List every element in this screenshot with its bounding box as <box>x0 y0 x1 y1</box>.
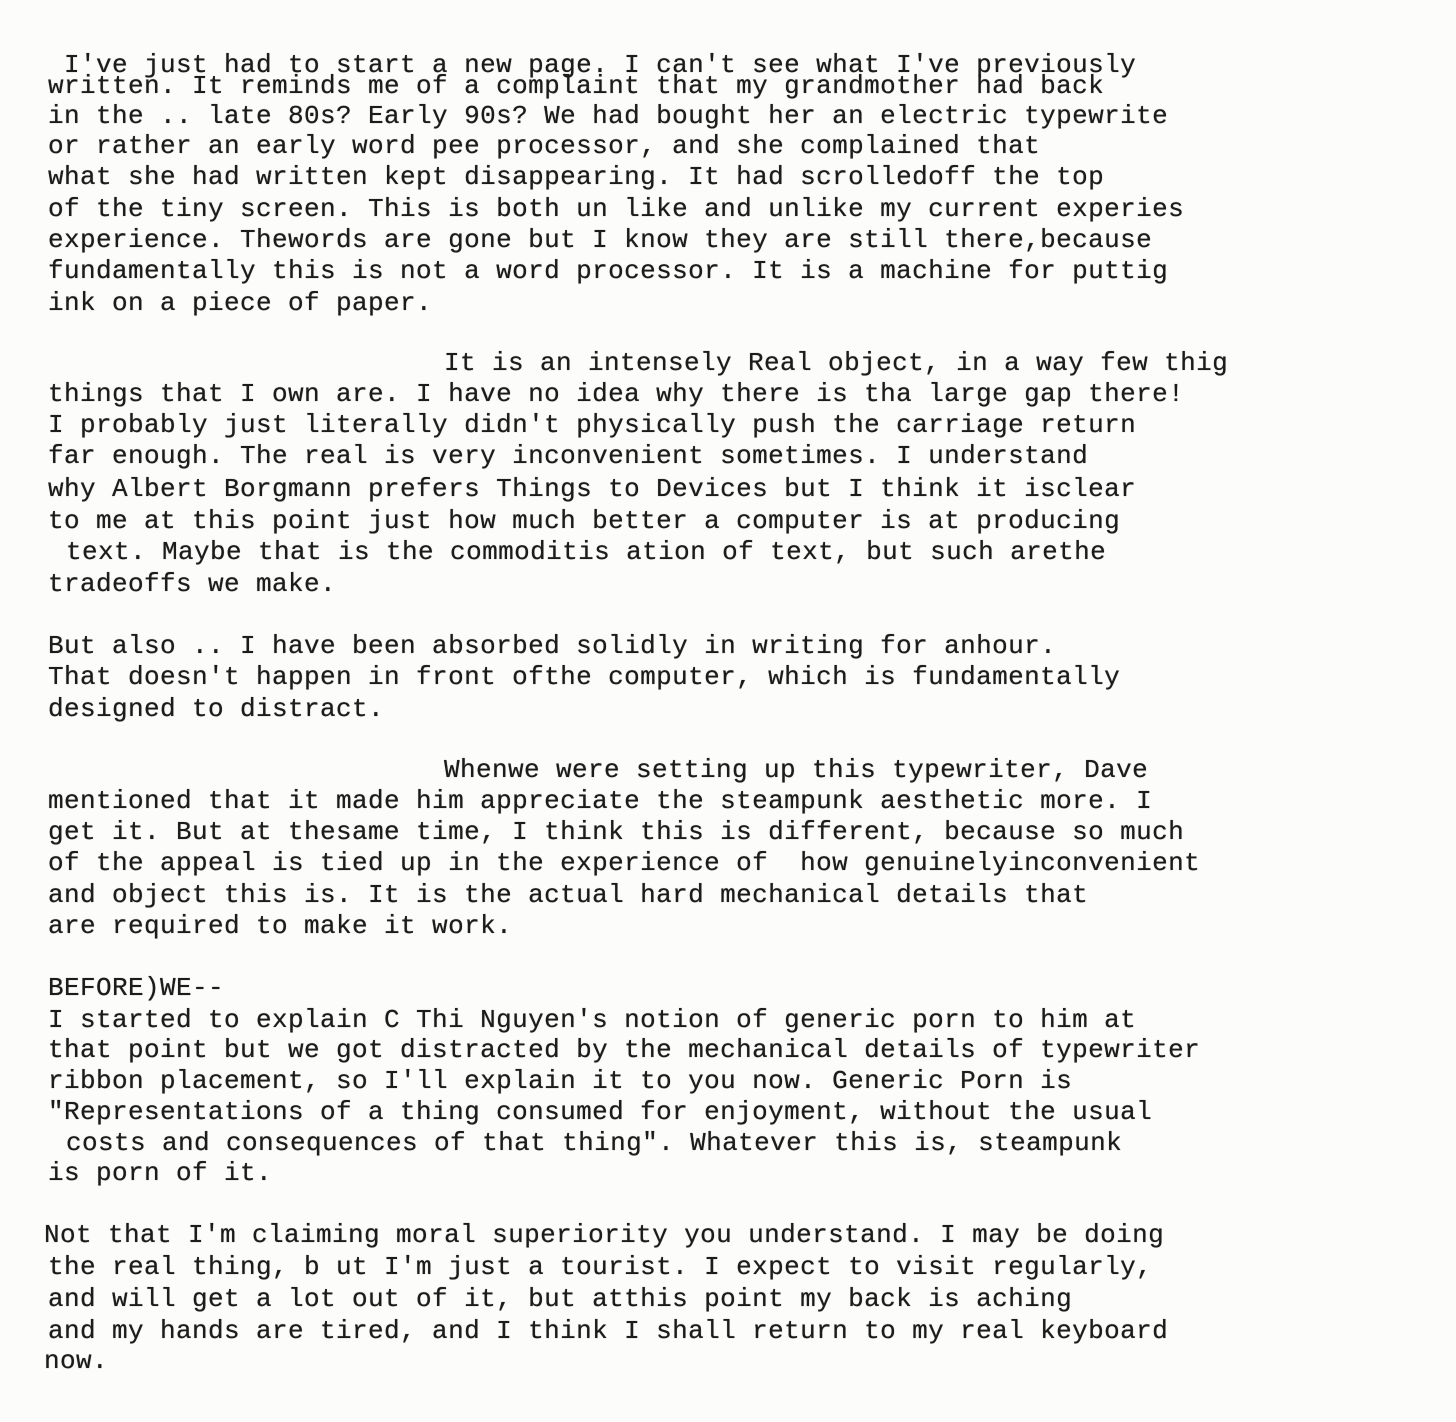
text-line: to me at this point just how much better a computer is at producing <box>48 506 1121 536</box>
text-line: Whenwe were setting up this typewriter, Dave <box>444 755 1149 785</box>
text-line: why Albert Borgmann prefers Things to Devices but I think it isclear <box>48 474 1137 504</box>
text-line: But also .. I have been absorbed solidly in writing for anhour. <box>48 631 1057 661</box>
text-line: that point but we got distracted by the mechanical details of typewriter <box>48 1035 1201 1065</box>
text-line: get it. But at thesame time, I think this is different, because so much <box>48 817 1185 847</box>
text-line: ribbon placement, so I'll explain it to you now. Generic Porn is <box>48 1066 1073 1096</box>
text-line: are required to make it work. <box>48 911 513 941</box>
text-line: and object this is. It is the actual hard mechanical details that <box>48 880 1089 910</box>
text-line: in the .. late 80s? Early 90s? We had bought her an electric typewrite <box>48 101 1169 131</box>
text-line: of the tiny screen. This is both un like and unlike my current experies <box>48 194 1185 224</box>
struck-out-text: BEFORE)WE-- <box>48 973 225 1003</box>
text-line: That doesn't happen in front ofthe computer, which is fundamentally <box>48 662 1121 692</box>
text-line: ink on a piece of paper. <box>48 288 433 318</box>
text-line: the real thing, b ut I'm just a tourist. I expect to visit regularly, <box>48 1252 1153 1282</box>
text-line: is porn of it. <box>48 1158 273 1188</box>
text-line: far enough. The real is very inconvenient sometimes. I understand <box>48 441 1089 471</box>
text-line: of the appeal is tied up in the experience of how genuinelyinconvenient <box>48 848 1201 878</box>
text-line: mentioned that it made him appreciate the steampunk aesthetic more. I <box>48 786 1153 816</box>
text-line: text. Maybe that is the commoditis ation of text, but such arethe <box>66 537 1107 567</box>
text-line: I've just had to start a new page. I can't see what I've previously <box>64 50 1137 80</box>
text-line: fundamentally this is not a word processor. It is a machine for puttig <box>48 256 1169 286</box>
text-line: experience. Thewords are gone but I know they are still there,because <box>48 225 1153 255</box>
text-line: things that I own are. I have no idea why there is tha large gap there! <box>48 379 1185 409</box>
text-line: "Representations of a thing consumed for enjoyment, without the usual <box>48 1097 1153 1127</box>
text-line: costs and consequences of that thing". Whatever this is, steampunk <box>66 1128 1123 1158</box>
text-line: and will get a lot out of it, but atthis point my back is aching <box>48 1284 1073 1314</box>
text-line: I started to explain C Thi Nguyen's notion of generic porn to him at <box>48 1005 1137 1035</box>
text-line: now. <box>44 1346 109 1376</box>
text-line: I probably just literally didn't physically push the carriage return <box>48 410 1137 440</box>
text-line: It is an intensely Real object, in a way few thig <box>444 348 1229 378</box>
text-line: or rather an early word pee processor, and she complained that <box>48 131 1041 161</box>
text-line: written. It reminds me of a complaint that my grandmother had back <box>48 71 1105 101</box>
text-line: what she had written kept disappearing. It had scrolledoff the top <box>48 162 1105 192</box>
text-line: and my hands are tired, and I think I shall return to my real keyboard <box>48 1316 1169 1346</box>
text-line: Not that I'm claiming moral superiority you understand. I may be doing <box>44 1220 1165 1250</box>
text-line: designed to distract. <box>48 694 385 724</box>
text-line: tradeoffs we make. <box>48 569 337 599</box>
